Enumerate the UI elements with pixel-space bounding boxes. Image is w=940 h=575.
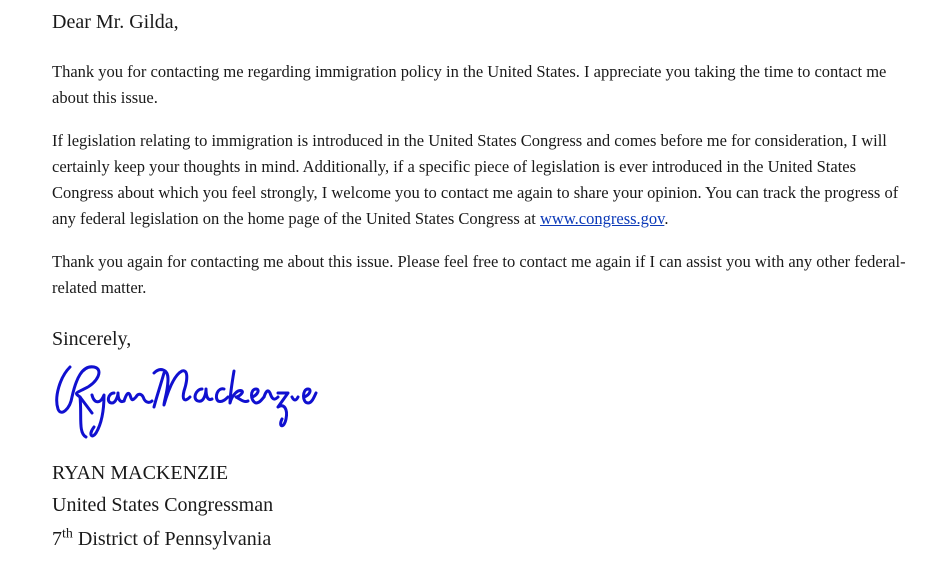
greeting: Dear Mr. Gilda, [52, 11, 179, 33]
district-number: 7 [52, 528, 62, 550]
paragraph-2-end: . [664, 209, 669, 228]
signer-district [52, 521, 908, 557]
letter-body [52, 0, 908, 557]
signer-name: RYAN MACKENZIE [52, 462, 229, 484]
closing: Sincerely, [52, 328, 132, 350]
paragraph-2-text: If legislation relating to immigration is introduced in the United States Congress and comes before me for consideration, I will certainly keep your thoughts in mind. Additionally, if a specific piece of legislation is ever introduced in the United States Congress about which you feel strongly, I welcome you to contact me again to share your opinion. You can track the progress of any federal legislation on the home page of the United States Congress at [52, 131, 899, 228]
paragraph-2 [52, 128, 908, 232]
paragraph-1: Thank you for contacting me regarding immigration policy in the United States. I appreciate you taking the time to contact me about this issue. [52, 62, 887, 107]
paragraph-3: Thank you again for contacting me about this issue. Please feel free to contact me again if I can assist you with any other federal-related matter. [52, 252, 906, 297]
district-text: District of Pennsylvania [72, 528, 272, 550]
district-suffix: th [62, 526, 73, 542]
signature-block [52, 457, 908, 557]
congress-link[interactable]: www.congress.gov [540, 209, 665, 228]
signer-title: United States Congressman [52, 494, 274, 516]
signature-image [52, 357, 322, 443]
